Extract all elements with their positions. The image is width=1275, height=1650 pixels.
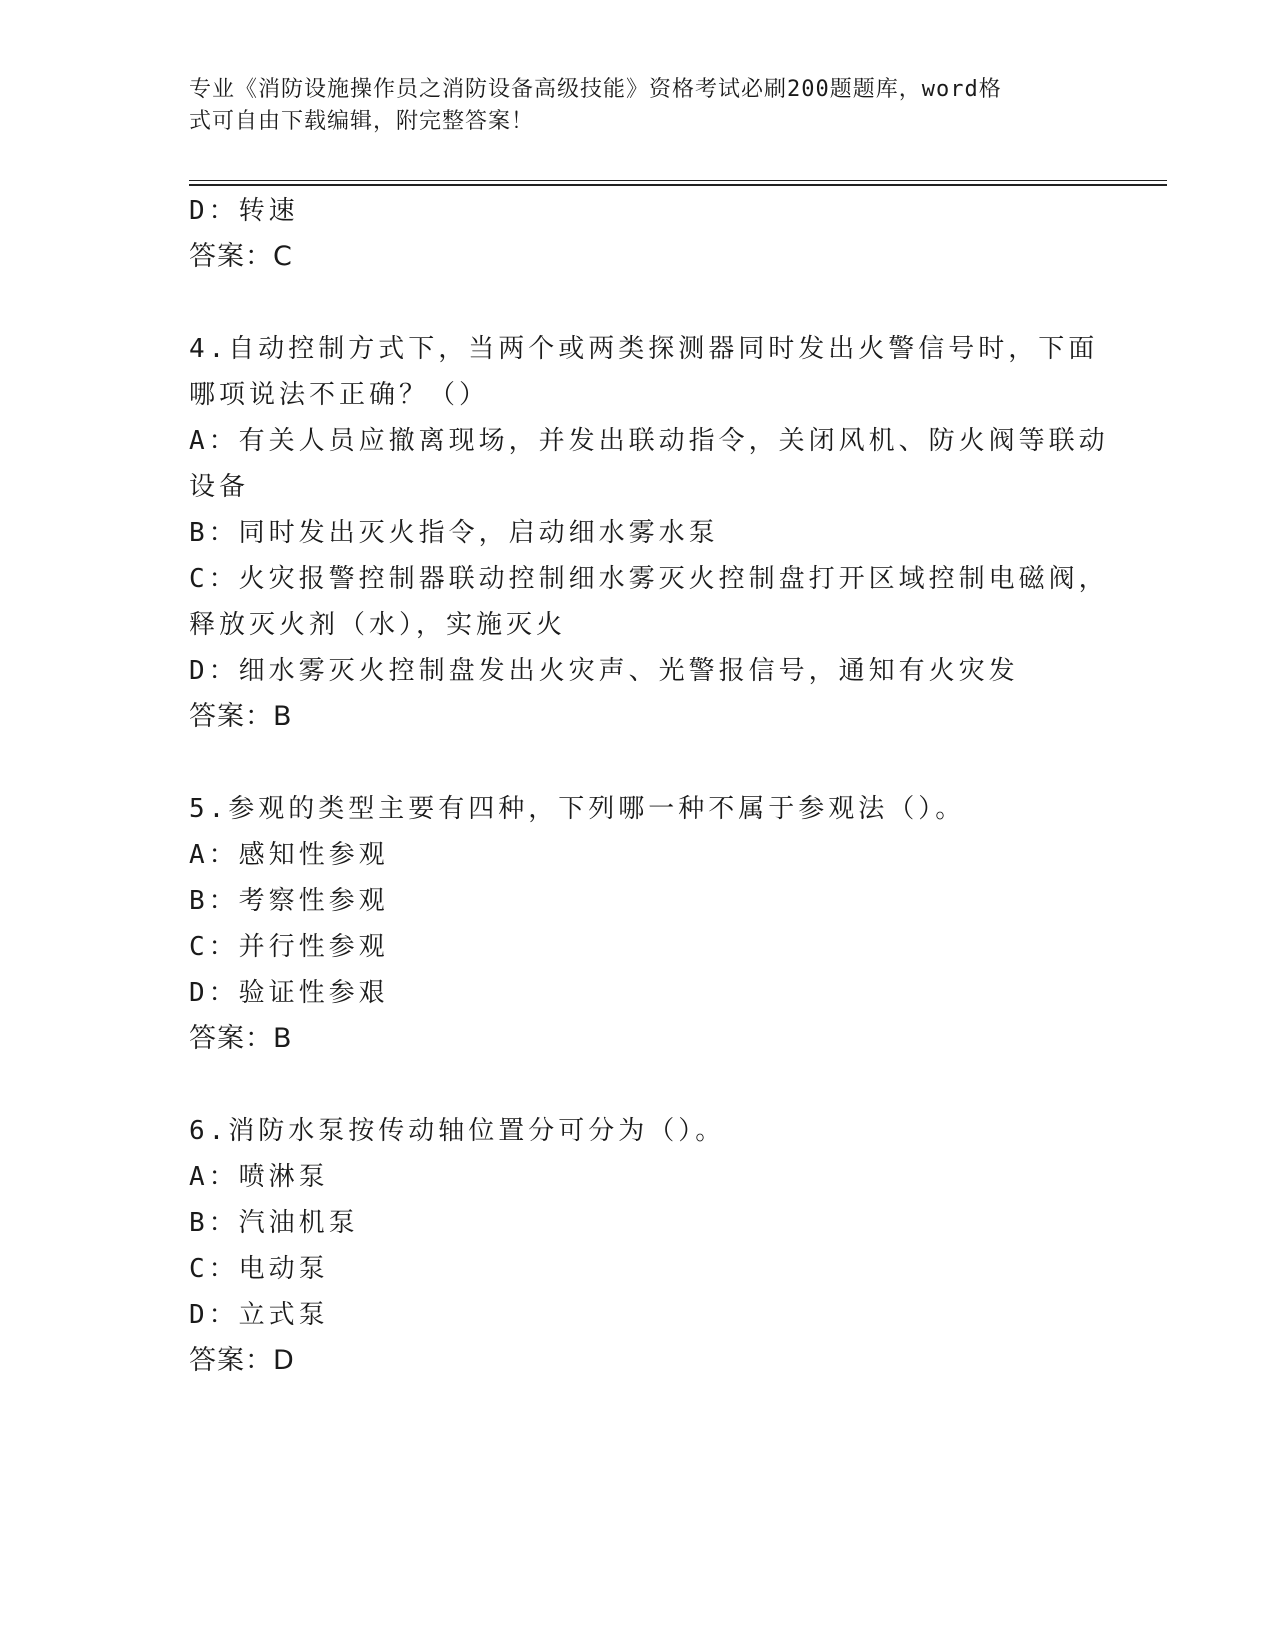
answer-line: 答案：D: [189, 1345, 295, 1376]
question-stem-line: 5.参观的类型主要有四种，下列哪一种不属于参观法（）。: [189, 794, 966, 824]
question-5: [189, 786, 1089, 1062]
answer-line: 答案：C: [189, 241, 293, 272]
option-c: C：并行性参观: [189, 932, 389, 962]
question-stem-line: 6.消防水泵按传动轴位置分可分为（）。: [189, 1116, 726, 1146]
option-a: A：喷淋泵: [189, 1162, 329, 1192]
option-b: B：考察性参观: [189, 886, 389, 916]
option-b: B：同时发出灭火指令，启动细水雾水泵: [189, 518, 719, 548]
option-b: B：汽油机泵: [189, 1208, 359, 1238]
option-a: A：有关人员应撤离现场，并发出联动指令，关闭风机、防火阀等联动: [189, 426, 1109, 456]
option-d: D：转速: [189, 196, 299, 226]
question-4: [189, 326, 1109, 740]
question-stem-line: 4.自动控制方式下，当两个或两类探测器同时发出火警信号时，下面: [189, 334, 1099, 364]
spacer: [189, 740, 1089, 786]
answer-line: 答案：B: [189, 1023, 293, 1054]
header-divider-top: [189, 180, 1167, 181]
question-6: [189, 1108, 1089, 1384]
question-stem-line: 哪项说法不正确？（）: [189, 380, 490, 410]
header-divider-bottom: [189, 184, 1167, 186]
answer-line: 答案：B: [189, 701, 293, 732]
option-d: D：立式泵: [189, 1300, 329, 1330]
option-d: D：验证性参艰: [189, 978, 389, 1008]
option-c: C：火灾报警控制器联动控制细水雾灭火控制盘打开区域控制电磁阀，: [189, 564, 1109, 594]
option-c-continued: 释放灭火剂（水），实施灭火: [189, 610, 567, 640]
option-c: C：电动泵: [189, 1254, 329, 1284]
option-d: D：细水雾灭火控制盘发出火灾声、光警报信号，通知有火灾发: [189, 656, 1019, 686]
spacer: [189, 280, 1089, 326]
option-a-continued: 设备: [189, 472, 250, 502]
option-a: A：感知性参观: [189, 840, 389, 870]
previous-question-tail: [189, 188, 1089, 280]
header-line-1: 专业《消防设施操作员之消防设备高级技能》资格考试必刷200题题库，word格: [189, 77, 1002, 102]
document-body: [189, 188, 1109, 1384]
spacer: [189, 1062, 1089, 1108]
header-line-2: 式可自由下载编辑，附完整答案！: [189, 109, 535, 134]
document-header: [189, 74, 1089, 138]
